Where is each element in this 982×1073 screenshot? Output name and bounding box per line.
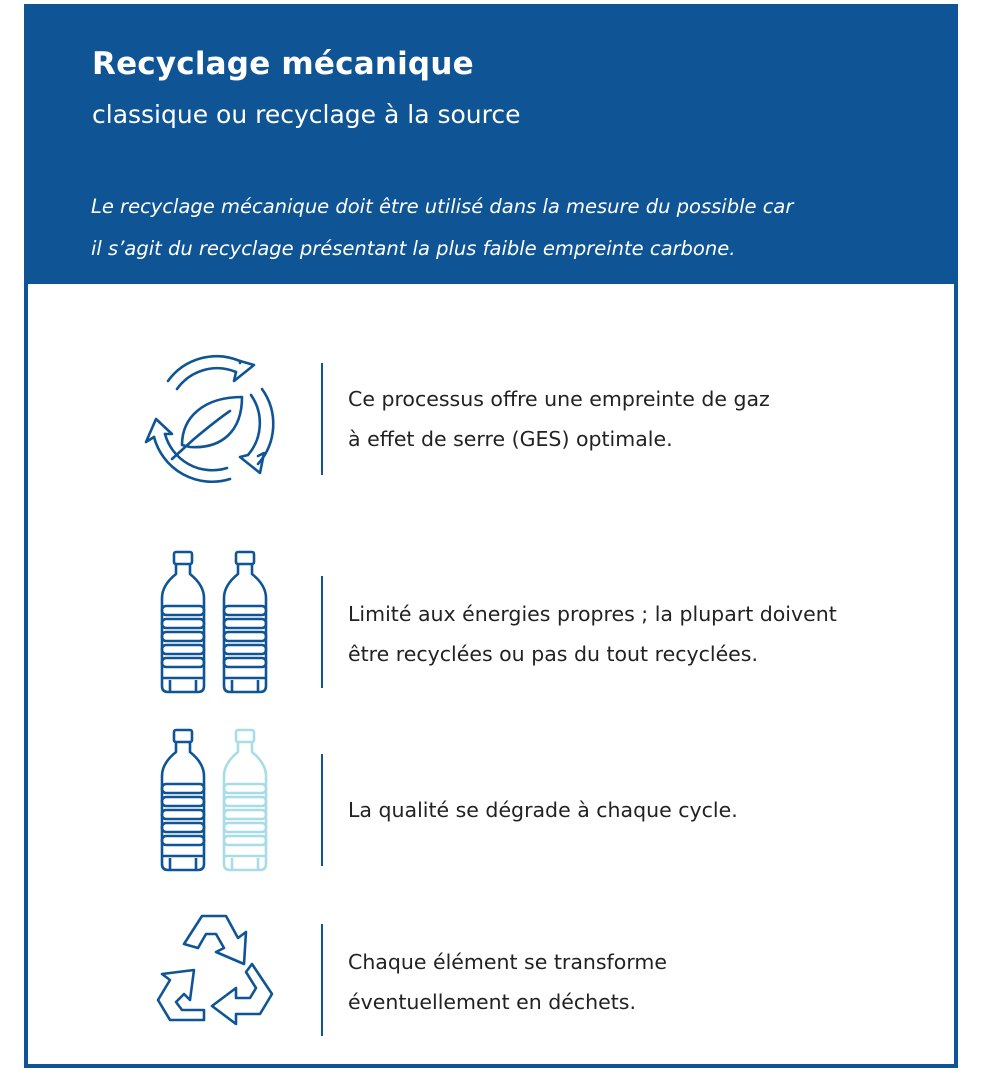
row-divider (321, 576, 323, 688)
bottle-faded-icon (156, 728, 316, 874)
recycle-icon (150, 910, 310, 1038)
intro-line: il s’agit du recyclage présentant la plus faible empreinte carbone. (91, 237, 736, 260)
two-bottles-icon (156, 550, 316, 696)
feature-line: Chaque élément se transforme (348, 950, 667, 974)
row-divider (321, 924, 323, 1036)
feature-text (348, 942, 667, 1022)
feature-text (348, 379, 770, 459)
row-divider (321, 363, 323, 475)
feature-text (348, 790, 738, 830)
feature-line: éventuellement en déchets. (348, 990, 636, 1014)
feature-line: à effet de serre (GES) optimale. (348, 427, 673, 451)
infographic-card (24, 4, 958, 1068)
feature-row-quality (28, 728, 954, 874)
feature-text (348, 594, 837, 674)
leaf-cycle-icon (132, 339, 292, 499)
bottle-icon (162, 552, 204, 692)
row-divider (321, 754, 323, 866)
feature-line: Ce processus offre une empreinte de gaz (348, 387, 770, 411)
intro-line: Le recyclage mécanique doit être utilisé dans la mesure du possible car (91, 195, 794, 218)
feature-row-waste (28, 910, 954, 1050)
feature-row-energy (28, 550, 954, 696)
page-subtitle: classique ou recyclage à la source (92, 100, 521, 129)
feature-line: La qualité se dégrade à chaque cycle. (348, 798, 738, 822)
header-banner (28, 8, 954, 284)
feature-line: être recyclées ou pas du tout recyclées. (348, 642, 758, 666)
feature-line: Limité aux énergies propres ; la plupart doivent (348, 602, 837, 626)
intro-text (91, 186, 931, 270)
page-title: Recyclage mécanique (92, 46, 474, 82)
feature-row-ghg (28, 339, 954, 499)
